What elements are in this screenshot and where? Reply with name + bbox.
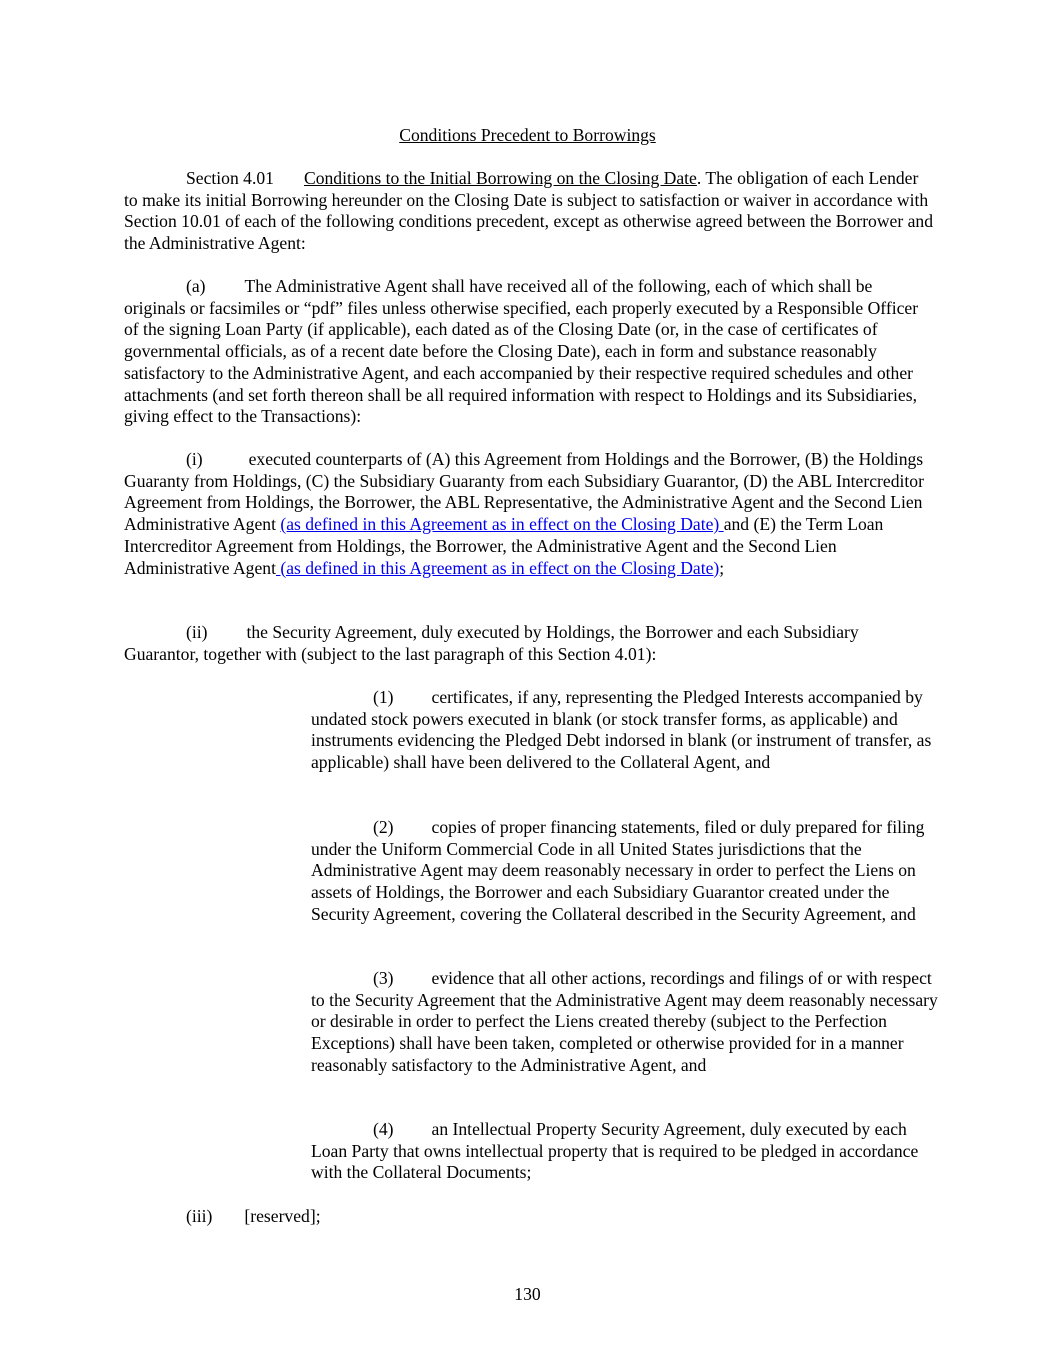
defined-term-link-2[interactable]: (as defined in this Agreement as in effect on the Closing Date) bbox=[275, 557, 720, 578]
sub-item-label: (4) bbox=[373, 1119, 394, 1139]
paragraph-i-text-2: and (E) the Term Loan Intercreditor Agreement from Holdings, the Borrower, the Administrative Agent and the Second Lien Administrative Agent bbox=[124, 514, 884, 578]
sub-item-text: certificates, if any, representing the Pledged Interests accompanied by undated stock powers executed in blank (or stock transfer forms, as applicable) and instruments evidencing the Pledged Debt indorsed in blank (or instrument of transfer, as applicable) shall have been delivered to the Collateral Agent, and bbox=[311, 687, 932, 773]
sub-item-4 bbox=[311, 1119, 941, 1184]
paragraph-ii-label: (ii) bbox=[186, 622, 208, 642]
sub-item-text: evidence that all other actions, recordings and filings of or with respect to the Security Agreement that the Administrative Agent may deem reasonably necessary or desirable in order to perfect the Liens created thereby (subject to the Perfection Exceptions) shall have been taken, completed or otherwise provided for in a manner reasonably satisfactory to the Administrative Agent, and bbox=[311, 968, 938, 1075]
paragraph-iii-text: [reserved]; bbox=[244, 1206, 321, 1226]
paragraph-a-label: (a) bbox=[186, 276, 206, 296]
defined-term-link-1[interactable]: (as defined in this Agreement as in effect on the Closing Date) bbox=[280, 514, 724, 535]
sub-item-label: (2) bbox=[373, 817, 394, 837]
page-number: 130 bbox=[514, 1284, 541, 1304]
sub-item-label: (3) bbox=[373, 968, 394, 988]
paragraph-ii bbox=[124, 622, 934, 665]
section-text: . The obligation of each Lender to make its initial Borrowing hereunder on the Closing Date is subject to satisfaction or waiver in accordance with Section 10.01 of each of the following conditions precedent, except as otherwise agreed between the Borrower and the Administrative Agent: bbox=[124, 168, 934, 254]
paragraph-i-text-3: ; bbox=[719, 557, 725, 578]
sub-item-2 bbox=[311, 817, 941, 926]
section-number: Section 4.01 bbox=[186, 168, 274, 188]
paragraph-iii bbox=[124, 1206, 934, 1228]
paragraph-i-text-1: executed counterparts of (A) this Agreement from Holdings and the Borrower, (B) the Holdings Guaranty from Holdings, (C) the Subsidiary Guaranty from each Subsidiary Guarantor, (D) the ABL Intercreditor Agreement from Holdings, the Borrower, the ABL Representative, the Administrative Agent and the Second Lien Administrative Agent bbox=[124, 449, 924, 535]
sub-item-3 bbox=[311, 968, 941, 1077]
sub-item-text: an Intellectual Property Security Agreement, duly executed by each Loan Party that owns intellectual property that is required to be pledged in accordance with the Collateral Documents; bbox=[311, 1119, 919, 1183]
paragraph-ii-text: the Security Agreement, duly executed by Holdings, the Borrower and each Subsidiary Guarantor, together with (subject to the last paragraph of this Section 4.01): bbox=[124, 622, 859, 664]
paragraph-iii-label: (iii) bbox=[186, 1206, 213, 1226]
paragraph-a bbox=[124, 276, 934, 428]
section-paragraph bbox=[124, 168, 934, 255]
sub-item-1 bbox=[311, 687, 941, 774]
sub-item-text: copies of proper financing statements, filed or duly prepared for filing under the Uniform Commercial Code in all United States jurisdictions that the Administrative Agent may deem reasonably necessary in order to perfect the Liens on assets of Holdings, the Borrower and each Subsidiary Guarantor created under the Security Agreement, covering the Collateral described in the Security Agreement, and bbox=[311, 817, 925, 924]
sub-item-label: (1) bbox=[373, 687, 394, 707]
page-heading: Conditions Precedent to Borrowings bbox=[399, 125, 656, 145]
paragraph-a-text: The Administrative Agent shall have received all of the following, each of which shall be originals or facsimiles or “pdf” files unless otherwise specified, each properly executed by a Responsible Officer of the signing Loan Party (if applicable), each dated as of the Closing Date (or, in the case of certificates of governmental officials, as of a recent date before the Closing Date), each in form and substance reasonably satisfactory to the Administrative Agent, and each accompanied by their respective required schedules and other attachments (and set forth thereon shall be all required information with respect to Holdings and its Subsidiaries, giving effect to the Transactions): bbox=[124, 276, 919, 427]
paragraph-i-label: (i) bbox=[186, 449, 203, 469]
section-title: Conditions to the Initial Borrowing on the Closing Date bbox=[303, 168, 697, 188]
paragraph-i bbox=[124, 449, 934, 579]
